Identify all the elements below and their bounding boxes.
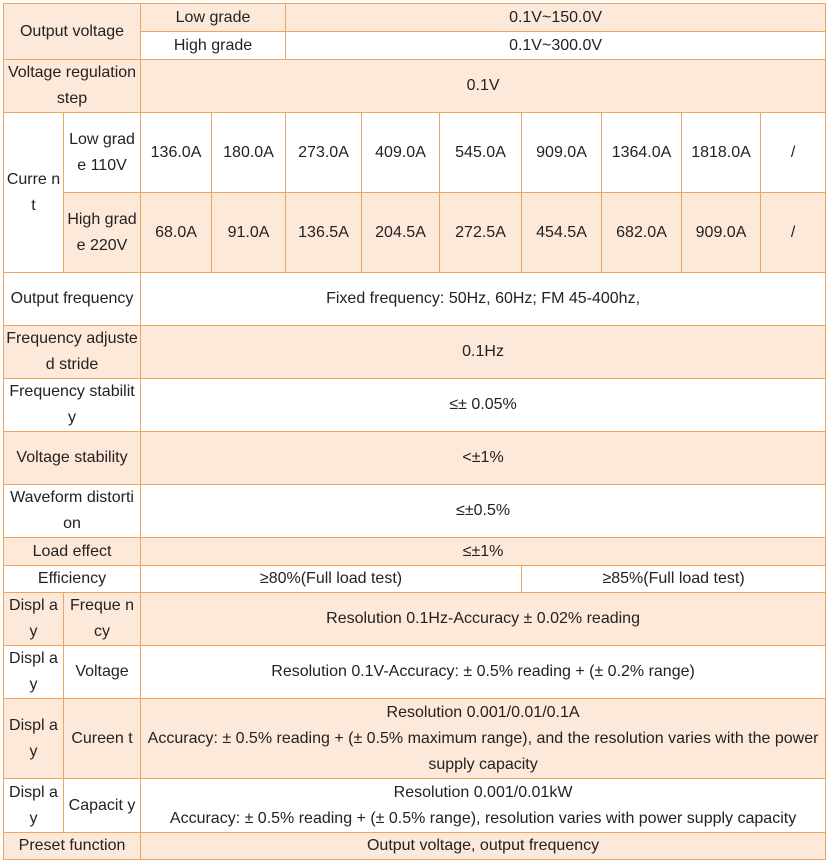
- current-cell: 409.0A: [362, 113, 440, 193]
- current-label: Curre nt: [4, 113, 64, 273]
- display-voltage-value: Resolution 0.1V-Accuracy: ± 0.5% reading + (± 0.2% range): [141, 646, 826, 699]
- display-capacity-accuracy: Accuracy: ± 0.5% reading + (± 0.5% range), resolution varies with power supply capacity: [169, 809, 797, 827]
- current-cell: 909.0A: [522, 113, 602, 193]
- voltage-step-value: 0.1V: [141, 60, 826, 113]
- current-cell: 136.0A: [141, 113, 212, 193]
- frequency-stride-label: Frequency adjusted stride: [4, 326, 141, 379]
- frequency-stride-value: 0.1Hz: [141, 326, 826, 379]
- efficiency-label: Efficiency: [4, 566, 141, 593]
- preset-function-value: Output voltage, output frequency: [141, 833, 826, 860]
- current-cell: 1364.0A: [602, 113, 682, 193]
- display-capacity-resolution: Resolution 0.001/0.01kW: [393, 783, 573, 801]
- waveform-distortion-label: Waveform distortion: [4, 485, 141, 538]
- current-cell: 180.0A: [212, 113, 286, 193]
- current-cell: 91.0A: [212, 193, 286, 273]
- current-cell: 204.5A: [362, 193, 440, 273]
- frequency-stability-label: Frequency stability: [4, 379, 141, 432]
- waveform-distortion-value: ≤±0.5%: [141, 485, 826, 538]
- current-cell: 909.0A: [682, 193, 761, 273]
- efficiency-value-a: ≥80%(Full load test): [141, 566, 522, 593]
- display-label: Displ ay: [4, 646, 64, 699]
- display-frequency-label: Freque ncy: [64, 593, 141, 646]
- output-voltage-label: Output voltage: [4, 4, 141, 60]
- display-capacity-label: Capacit y: [64, 779, 141, 833]
- current-cell: /: [761, 113, 826, 193]
- frequency-stability-value: ≤± 0.05%: [141, 379, 826, 432]
- efficiency-value-b: ≥85%(Full load test): [522, 566, 826, 593]
- current-cell: 545.0A: [440, 113, 522, 193]
- low-grade-voltage: 0.1V~150.0V: [286, 4, 826, 32]
- preset-function-label: Preset function: [4, 833, 141, 860]
- display-current-value: [141, 699, 826, 779]
- high-grade-voltage: 0.1V~300.0V: [286, 32, 826, 60]
- voltage-step-label: Voltage regulation step: [4, 60, 141, 113]
- display-label: Displ ay: [4, 593, 64, 646]
- current-cell: 454.5A: [522, 193, 602, 273]
- voltage-stability-label: Voltage stability: [4, 432, 141, 485]
- current-cell: 682.0A: [602, 193, 682, 273]
- display-current-label: Cureen t: [64, 699, 141, 779]
- current-cell: /: [761, 193, 826, 273]
- current-high-grade-label: High grade 220V: [64, 193, 141, 273]
- display-current-accuracy: Accuracy: ± 0.5% reading + (± 0.5% maximum range), and the resolution varies with the power supply capacity: [147, 729, 819, 773]
- load-effect-value: ≤±1%: [141, 538, 826, 566]
- display-frequency-value: Resolution 0.1Hz-Accuracy ± 0.02% reading: [141, 593, 826, 646]
- display-voltage-label: Voltage: [64, 646, 141, 699]
- display-current-resolution: Resolution 0.001/0.01/0.1A: [386, 703, 580, 721]
- display-label: Displ ay: [4, 699, 64, 779]
- current-cell: 68.0A: [141, 193, 212, 273]
- output-frequency-label: Output frequency: [4, 273, 141, 326]
- current-low-grade-label: Low grade 110V: [64, 113, 141, 193]
- high-grade-label: High grade: [141, 32, 286, 60]
- current-cell: 273.0A: [286, 113, 362, 193]
- spec-table: [3, 3, 826, 860]
- current-cell: 272.5A: [440, 193, 522, 273]
- display-capacity-value: [141, 779, 826, 833]
- low-grade-label: Low grade: [141, 4, 286, 32]
- load-effect-label: Load effect: [4, 538, 141, 566]
- output-frequency-value: Fixed frequency: 50Hz, 60Hz; FM 45-400hz,: [141, 273, 826, 326]
- current-cell: 1818.0A: [682, 113, 761, 193]
- display-label: Displ ay: [4, 779, 64, 833]
- voltage-stability-value: <±1%: [141, 432, 826, 485]
- current-cell: 136.5A: [286, 193, 362, 273]
